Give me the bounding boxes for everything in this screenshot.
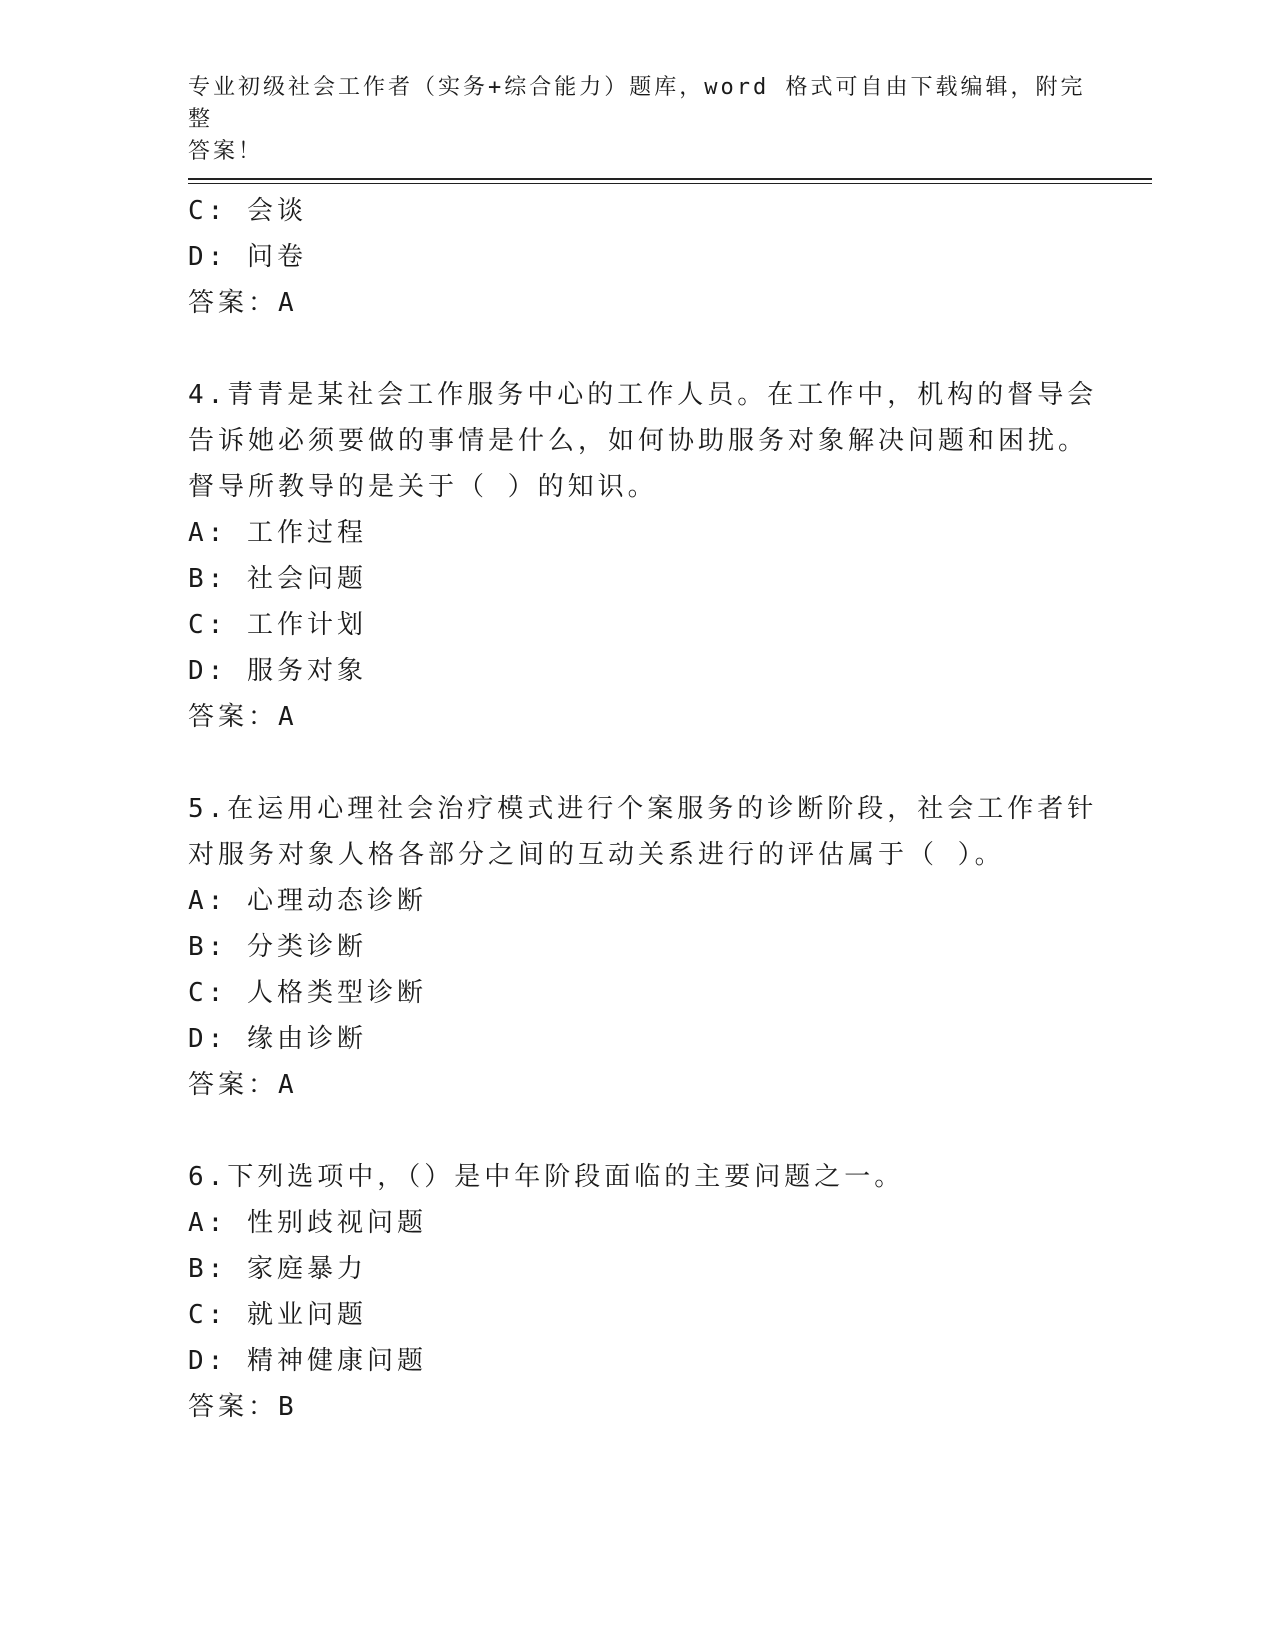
header-line-1: 专业初级社会工作者（实务+综合能力）题库，word 格式可自由下载编辑，附完整 [188,75,1086,132]
option-c: C: 工作计划 [188,610,367,640]
header-rule-thick [188,178,1152,180]
spacer [188,1108,1088,1154]
option-d: D: 精神健康问题 [188,1346,427,1376]
question-item [188,372,1098,740]
question-stem-line: 5.在运用心理社会治疗模式进行个案服务的诊断阶段，社会工作者针 [188,794,1098,824]
answer-line: 答案：A [188,702,298,732]
question-stem-line: 6.下列选项中，（）是中年阶段面临的主要问题之一。 [188,1162,905,1192]
spacer [188,326,1088,372]
document-header [188,72,1088,168]
option-d: D: 缘由诊断 [188,1024,367,1054]
header-rule-thin [188,183,1152,184]
question-stem-line: 对服务对象人格各部分之间的互动关系进行的评估属于（ ）。 [188,840,1005,870]
option-c: C: 就业问题 [188,1300,367,1330]
option-a: A: 性别歧视问题 [188,1208,427,1238]
option-d: D: 问卷 [188,242,307,272]
previous-question-tail [188,188,1088,326]
question-content [188,188,1098,1430]
option-a: A: 工作过程 [188,518,367,548]
question-stem-line: 4.青青是某社会工作服务中心的工作人员。在工作中，机构的督导会 [188,380,1098,410]
question-item [188,786,1098,1108]
option-b: B: 分类诊断 [188,932,367,962]
question-item [188,1154,1088,1430]
answer-line: 答案：B [188,1392,298,1422]
header-line-2: 答案！ [188,139,264,164]
spacer [188,740,1088,786]
option-c: C: 人格类型诊断 [188,978,427,1008]
answer-line: 答案：A [188,1070,298,1100]
answer-line: 答案：A [188,288,298,318]
option-b: B: 家庭暴力 [188,1254,367,1284]
option-d: D: 服务对象 [188,656,367,686]
option-a: A: 心理动态诊断 [188,886,427,916]
question-stem-line: 告诉她必须要做的事情是什么，如何协助服务对象解决问题和困扰。 [188,426,1089,456]
option-c: C: 会谈 [188,196,307,226]
question-stem-line: 督导所教导的是关于（ ）的知识。 [188,472,658,502]
option-b: B: 社会问题 [188,564,367,594]
